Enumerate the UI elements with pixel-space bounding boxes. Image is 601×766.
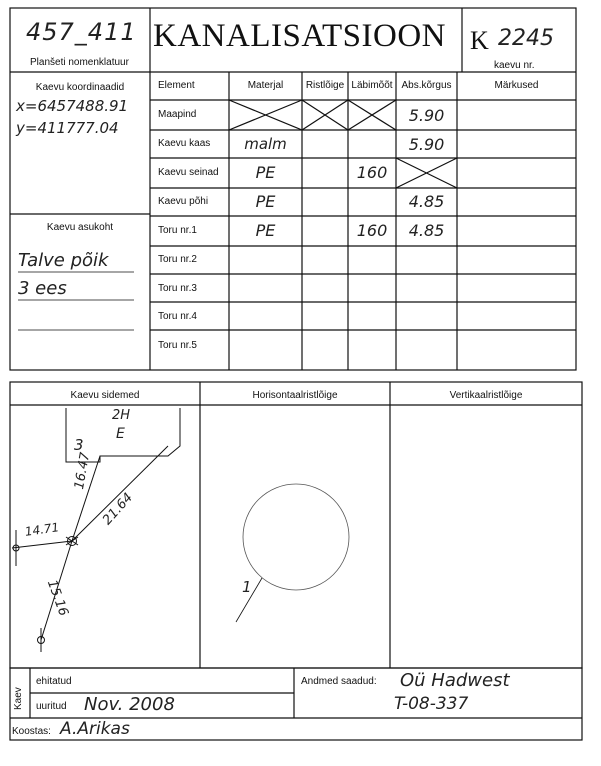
- row-element: Toru nr.1: [158, 225, 197, 236]
- row-element: Toru nr.2: [158, 254, 197, 265]
- row-material: PE: [255, 163, 276, 182]
- row-element: Toru nr.5: [158, 340, 197, 351]
- pipe-number: 1: [242, 578, 252, 596]
- col-cross-section: Ristlõige: [305, 80, 345, 91]
- distance-label: 21.64: [100, 490, 137, 529]
- row-element: Toru nr.4: [158, 311, 197, 322]
- row-element: Kaevu seinad: [158, 167, 219, 178]
- well-label: kaevu nr.: [494, 60, 535, 71]
- col-elevation: Abs.kõrgus: [401, 80, 452, 91]
- distance-label: 15.16: [43, 578, 71, 619]
- row-element: Kaevu kaas: [158, 138, 211, 149]
- built-label: ehitatud: [36, 676, 72, 687]
- sheet-number: 457_411: [26, 18, 137, 46]
- compiled-label: Koostas:: [12, 726, 51, 737]
- distance-label: 16.47: [72, 451, 94, 491]
- row-elevation: 4.85: [408, 192, 445, 211]
- row-material: PE: [255, 192, 276, 211]
- building-label: 2H: [112, 408, 131, 423]
- measured-label: uuritud: [36, 701, 67, 712]
- measured-value: Nov. 2008: [84, 694, 175, 715]
- coordinate-y: y=411777.04: [16, 119, 119, 137]
- location-line-2: 3 ees: [18, 278, 67, 299]
- horizontal-section-drawing: [236, 484, 349, 622]
- compiled-value: A.Arikas: [60, 719, 130, 739]
- row-element: Toru nr.3: [158, 283, 197, 294]
- row-element: Maapind: [158, 109, 197, 120]
- data-source-ref: T-08-337: [394, 694, 469, 714]
- col-element: Element: [158, 80, 195, 91]
- row-diameter: 160: [356, 163, 388, 182]
- sheet-label: Planšeti nomenklatuur: [30, 57, 129, 68]
- data-source-label: Andmed saadud:: [301, 676, 377, 687]
- col-notes: Märkused: [494, 80, 539, 91]
- distance-label: 14.71: [24, 520, 60, 539]
- row-diameter: 160: [356, 221, 388, 240]
- building-letter: E: [116, 426, 125, 442]
- building-number: 3: [74, 436, 84, 454]
- section-horizontal: Horisontaalristlõige: [252, 390, 338, 401]
- row-material: malm: [244, 135, 287, 153]
- kaev-label: Kaev: [13, 687, 24, 710]
- location-line-1: Talve põik: [18, 250, 109, 271]
- well-prefix: K: [470, 26, 489, 55]
- well-number: 2245: [498, 26, 554, 51]
- page-title: KANALISATSIOON: [153, 18, 446, 54]
- data-source-value: Oü Hadwest: [400, 670, 510, 691]
- row-element: Kaevu põhi: [158, 196, 209, 207]
- section-links: Kaevu sidemed: [70, 390, 140, 401]
- row-elevation: 5.90: [408, 106, 445, 125]
- row-material: PE: [255, 221, 276, 240]
- col-material: Materjal: [247, 80, 284, 91]
- row-elevation: 4.85: [408, 221, 445, 240]
- location-label: Kaevu asukoht: [46, 222, 114, 233]
- row-elevation: 5.90: [408, 135, 445, 154]
- coordinate-x: x=6457488.91: [16, 97, 129, 115]
- section-vertical: Vertikaalristlõige: [449, 390, 523, 401]
- coordinates-label: Kaevu koordinaadid: [35, 82, 125, 93]
- col-diameter: Läbimõõt: [351, 80, 393, 91]
